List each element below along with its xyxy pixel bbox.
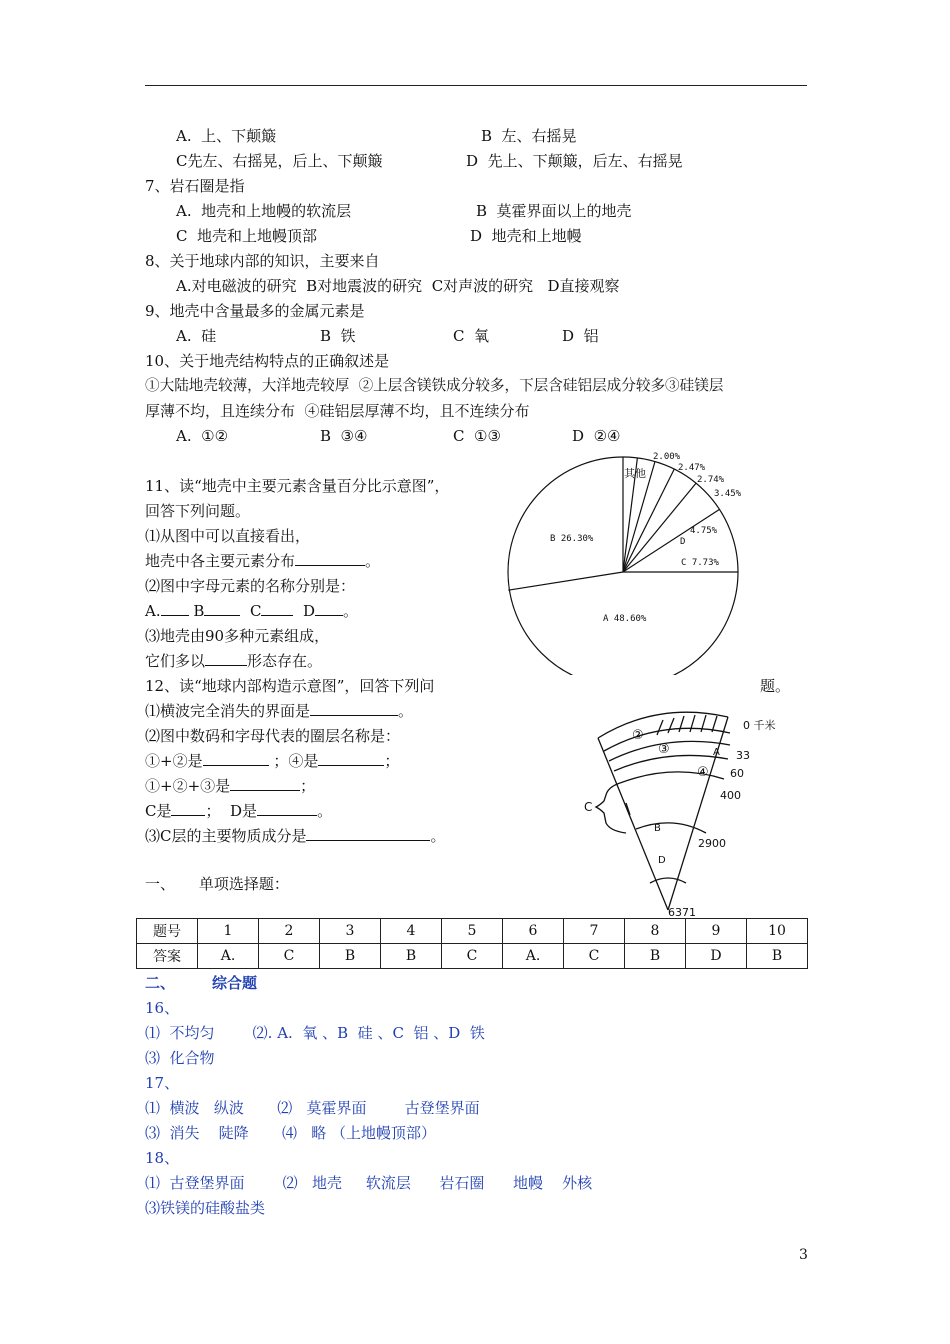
q8-options: A.对电磁波的研究 B对地震波的研究 C对声波的研究 D直接观察 [176, 277, 620, 295]
answer-16-line-1: ⑴ 不均匀 ⑵. A. 氧 、B 硅 、C 铝 、D 铁 [145, 1024, 485, 1042]
q10-option-d: D ②④ [572, 427, 621, 445]
q11-line-2: 回答下列问题。 [145, 502, 251, 520]
q10-option-a: A. ①② [176, 427, 229, 445]
answer-table-row-answers [137, 944, 808, 969]
answer-blank[interactable] [257, 801, 317, 816]
answer-18-line-2: ⑶铁镁的硅酸盐类 [145, 1199, 266, 1217]
q6-option-a: A. 上、下颠簸 [176, 127, 277, 145]
q6-option-b: B 左、右摇晃 [481, 127, 577, 145]
q10-statement-line-1: ①大陆地壳较薄，大洋地壳较厚 ②上层含镁铁成分较多，下层含硅铝层成分较多③硅镁层 [145, 377, 724, 394]
answer-16-number: 16、 [145, 999, 180, 1017]
q7-option-c: C 地壳和上地幔顶部 [176, 227, 318, 245]
section-2-title: 综合题 [212, 974, 258, 992]
surface-arc [598, 712, 728, 738]
pie-label-3-45: 3.45% [714, 489, 742, 499]
answer-blank[interactable] [204, 601, 240, 616]
label-2900: 2900 [698, 837, 726, 850]
q9-stem: 9、地壳中含量最多的金属元素是 [145, 302, 365, 320]
q9-option-c: C 氧 [453, 327, 490, 345]
section-2-number: 二、 [145, 974, 176, 992]
label-33: 33 [736, 749, 750, 762]
q9-option-a: A. 硅 [176, 327, 217, 345]
q10-option-b: B ③④ [320, 427, 368, 445]
table-cell: 3 [320, 919, 381, 944]
label-d: D [658, 855, 666, 866]
answer-table [136, 918, 808, 969]
answer-blank[interactable] [306, 826, 430, 841]
pie-label-4-75: 4.75% [690, 526, 718, 536]
q11-line-4: 地壳中各主要元素分布 。 [145, 552, 381, 570]
label-circle-2: ② [632, 728, 644, 743]
q12-line-2: ⑴横波完全消失的界面是 。 [145, 702, 414, 720]
q8-stem: 8、关于地球内部的知识，主要来自 [145, 252, 380, 270]
q11-line-7: ⑶地壳由90多种元素组成， [145, 627, 330, 645]
q12-line-4: ①+②是 ；④是 ； [145, 752, 400, 770]
table-cell: B [625, 944, 686, 969]
q11-line-6: A. B C D 。 [145, 602, 359, 620]
q11-line-1: 11、读“地壳中主要元素含量百分比示意图”， [145, 477, 450, 495]
q12-line-6: C是 ； D是 。 [145, 802, 333, 820]
table-cell: C [442, 944, 503, 969]
answer-17-number: 17、 [145, 1074, 180, 1092]
header-rule [145, 85, 807, 86]
q7-option-d: D 地壳和上地幔 [470, 227, 582, 245]
table-cell: A. [198, 944, 259, 969]
c-brace [596, 783, 626, 833]
layer-boundary [614, 755, 728, 771]
table-cell: 4 [381, 919, 442, 944]
q7-stem: 7、岩石圈是指 [145, 177, 245, 195]
earth-interior-figure [578, 705, 798, 920]
answer-table-row-numbers [137, 919, 808, 944]
q10-option-c: C ①③ [453, 427, 501, 445]
label-400: 400 [720, 789, 741, 802]
answer-16-line-2: ⑶ 化合物 [145, 1049, 215, 1067]
label-c: C [584, 800, 593, 814]
answer-blank[interactable] [161, 601, 189, 616]
q7-option-a: A. 地壳和上地幔的软流层 [176, 202, 352, 220]
table-cell: 10 [747, 919, 808, 944]
q10-stem: 10、关于地壳结构特点的正确叙述是 [145, 352, 390, 370]
pie-label-2-47: 2.47% [678, 463, 706, 473]
q7-option-b: B 莫霍界面以上的地壳 [476, 202, 632, 220]
pie-label-c: C 7.73% [681, 558, 719, 568]
answer-blank[interactable] [315, 601, 343, 616]
table-cell: B [381, 944, 442, 969]
table-cell: C [259, 944, 320, 969]
q12-line-7: ⑶C层的主要物质成分是 。 [145, 827, 446, 845]
answer-blank[interactable] [318, 751, 384, 766]
label-a: A [713, 747, 720, 758]
label-6371: 6371 [668, 906, 696, 919]
q11-line-8: 它们多以 形态存在。 [145, 652, 323, 670]
answer-blank[interactable] [205, 651, 247, 666]
label-circle-4: ④ [697, 765, 709, 780]
table-cell: 6 [503, 919, 564, 944]
q11-line-5: ⑵图中字母元素的名称分别是： [145, 577, 356, 595]
table-cell: 9 [686, 919, 747, 944]
q6-option-d: D 先上、下颠簸，后左、右摇晃 [466, 152, 683, 170]
pie-label-other-1: 其他 [624, 467, 646, 480]
table-cell: 答案 [137, 944, 198, 969]
q10-statement-line-2: 厚薄不均，且连续分布 ④硅铝层厚薄不均，且不连续分布 [145, 402, 530, 420]
answer-18-line-1: ⑴ 古登堡界面 ⑵ 地壳 软流层 岩石圈 地幔 外核 [145, 1174, 593, 1192]
q9-option-d: D 铝 [562, 327, 599, 345]
table-cell: D [686, 944, 747, 969]
label-0km: 0 千米 [743, 719, 776, 732]
q12-line-1: 12、读“地球内部构造示意图”，回答下列问 [145, 677, 435, 695]
answer-blank[interactable] [295, 551, 365, 566]
q6-option-c: C先左、右摇晃，后上、下颠簸 [176, 152, 383, 170]
table-cell: 题号 [137, 919, 198, 944]
answer-17-line-2: ⑶ 消失 陡降 ⑷ 略 （上地幔顶部） [145, 1124, 437, 1142]
q9-option-b: B 铁 [320, 327, 356, 345]
label-b: B [654, 823, 661, 834]
answer-blank[interactable] [203, 751, 269, 766]
pie-label-a: A 48.60% [603, 614, 647, 624]
answer-blank[interactable] [310, 701, 398, 716]
table-cell: B [320, 944, 381, 969]
table-cell: 8 [625, 919, 686, 944]
table-cell: 5 [442, 919, 503, 944]
q11-line-3: ⑴从图中可以直接看出， [145, 527, 311, 545]
page-number: 3 [799, 1247, 808, 1263]
pie-label-2-00: 2.00% [653, 452, 681, 462]
answer-17-line-1: ⑴ 横波 纵波 ⑵ 莫霍界面 古登堡界面 [145, 1099, 480, 1117]
table-cell: 2 [259, 919, 320, 944]
q12-line-1-end: 题。 [760, 677, 791, 695]
answer-blank[interactable] [230, 776, 300, 791]
layer-boundary [636, 823, 706, 833]
answer-18-number: 18、 [145, 1149, 180, 1167]
pie-label-d: D [680, 537, 686, 547]
q12-line-5: ①+②+③是 ； [145, 777, 316, 795]
table-cell: 1 [198, 919, 259, 944]
pie-label-2-74: 2.74% [697, 475, 725, 485]
pie-label-b: B 26.30% [550, 534, 594, 544]
section-1-title: 一、 单项选择题： [145, 875, 289, 893]
answer-blank[interactable] [261, 601, 293, 616]
table-cell: C [564, 944, 625, 969]
table-cell: 7 [564, 919, 625, 944]
pie-divider [508, 572, 623, 590]
crust-elements-pie-figure [500, 445, 750, 675]
label-circle-3: ③ [658, 742, 670, 757]
table-cell: B [747, 944, 808, 969]
q12-line-3: ⑵图中数码和字母代表的圈层名称是： [145, 727, 401, 745]
sector-edge [668, 717, 728, 910]
label-60: 60 [730, 767, 744, 780]
answer-blank[interactable] [171, 801, 205, 816]
table-cell: A. [503, 944, 564, 969]
